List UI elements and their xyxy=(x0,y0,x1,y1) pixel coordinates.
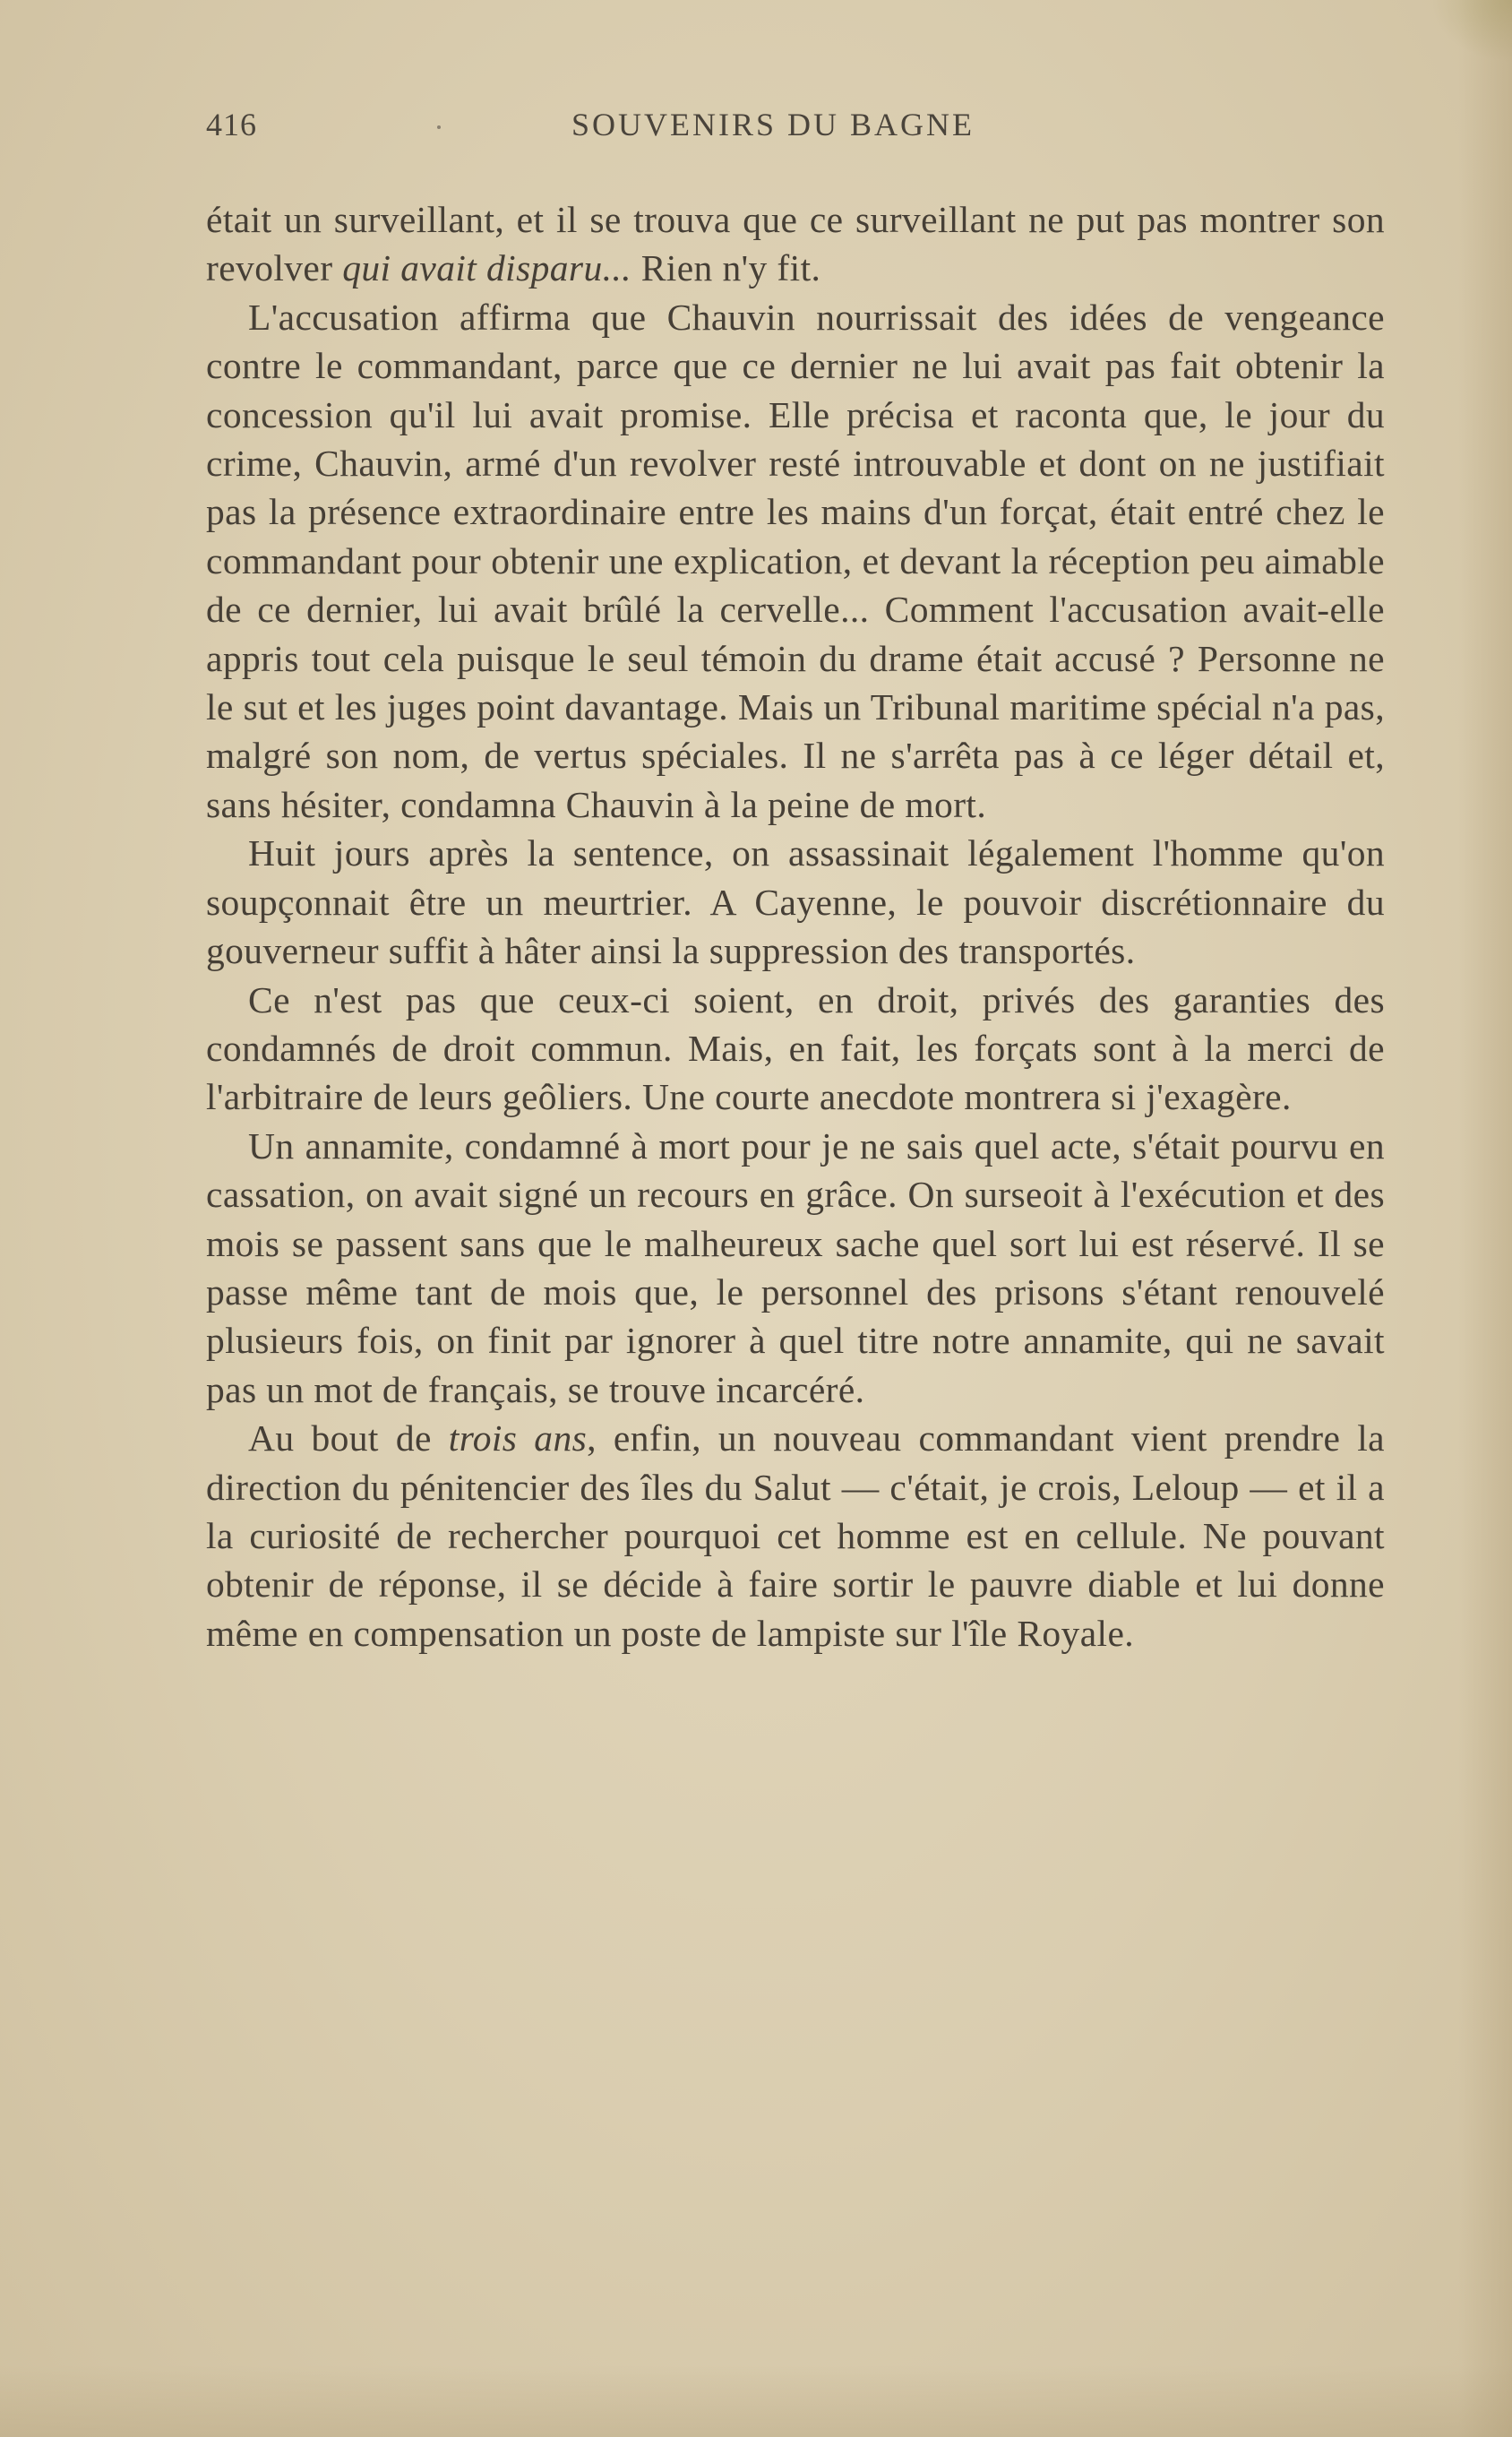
paragraph-6-emphasis: trois ans xyxy=(448,1417,588,1460)
body-text xyxy=(206,195,1385,1658)
running-title: SOUVENIRS DU BAGNE xyxy=(571,107,975,142)
ink-dot xyxy=(437,125,441,129)
page-number: 416 xyxy=(206,107,257,142)
paragraph-1-emphasis: qui avait disparu... xyxy=(342,247,631,289)
page-edge-shade xyxy=(1458,0,1512,2437)
paragraph-1-text: était un surveillant, et il se trouva que ce surveillant ne put pas montrer son revolver xyxy=(206,199,1385,289)
paragraph-1-text-end: Rien n'y fit. xyxy=(631,247,821,289)
paragraph-4: Ce n'est pas que ceux-ci soient, en droit, privés des garanties des condamnés de droit commun. Mais, en fait, les forçats sont à la merci de l'arbitraire de leurs geôliers. Une courte anecdote montrera si j'exagère. xyxy=(206,978,1385,1118)
paragraph-5: Un annamite, condamné à mort pour je ne sais quel acte, s'était pourvu en cassation, on avait signé un recours en grâce. On surseoit à l'exécution et des mois se passent sans que le malheureux sache quel sort lui est réservé. Il se passe même tant de mois que, le personnel des prisons s'étant renouvelé plusieurs fois, on finit par ignorer à quel titre notre annamite, qui ne savait pas un mot de français, se trouve incarcéré. xyxy=(206,1124,1385,1410)
paragraph-6-text-end: , enfin, un nouveau commandant vient prendre la direction du pénitencier des îles du Salut — c'était, je crois, Leloup — et il a la curiosité de rechercher pourquoi cet homme est en cellule. Ne pouvant obtenir de réponse, il se décide à faire sortir le pauvre diable et lui donne même en compensation un poste de lampiste sur l'île Royale. xyxy=(206,1417,1385,1654)
page-bottom-shade xyxy=(0,2365,1512,2437)
paragraph-1 xyxy=(206,195,1385,293)
running-head xyxy=(206,106,1397,151)
paragraph-2: L'accusation affirma que Chauvin nourrissait des idées de vengeance contre le commandant, parce que ce dernier ne lui avait pas fait obtenir la concession qu'il lui avait promise. Elle précisa et raconta que, le jour du crime, Chauvin, armé d'un revolver resté introuvable et dont on ne justifiait pas la présence extraordinaire entre les mains d'un forçat, était entré chez le commandant pour obtenir une explication, et devant la réception peu aimable de ce dernier, lui avait brûlé la cervelle... Comment l'accusation avait-elle appris tout cela puisque le seul témoin du drame était accusé ? Personne ne le sut et les juges point davantage. Mais un Tribunal maritime spécial n'a pas, malgré son nom, de vertus spéciales. Il ne s'arrêta pas à ce léger détail et, sans hésiter, condamna Chauvin à la peine de mort. xyxy=(206,296,1385,825)
paragraph-6-text: Au bout de xyxy=(248,1417,449,1460)
paragraph-3: Huit jours après la sentence, on assassinait légalement l'homme qu'on soupçonnait être un meurtrier. A Cayenne, le pouvoir discrétionnaire du gouverneur suffit à hâter ainsi la suppression des transportés. xyxy=(206,832,1385,972)
paragraph-6 xyxy=(206,1414,1385,1658)
